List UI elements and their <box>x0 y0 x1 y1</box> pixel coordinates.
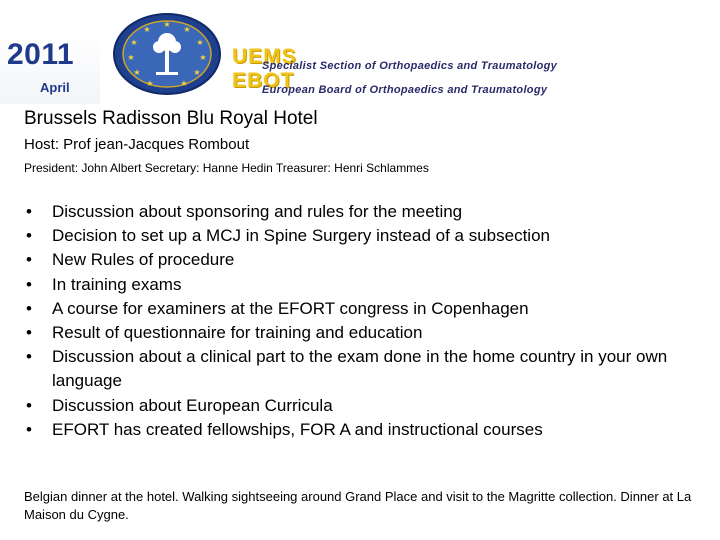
svg-text:★: ★ <box>180 79 188 88</box>
svg-text:★: ★ <box>143 25 151 34</box>
org-name-line-1: Specialist Section of Orthopaedics and Traumatology <box>262 60 558 72</box>
svg-text:★: ★ <box>199 53 207 62</box>
officers-line: President: John Albert Secretary: Hanne Hedin Treasurer: Henri Schlammes <box>24 161 429 175</box>
agenda-list <box>24 200 704 442</box>
svg-text:★: ★ <box>196 38 204 47</box>
svg-text:★: ★ <box>183 25 191 34</box>
uems-acronym: UEMS <box>232 45 297 68</box>
society-seal-logo <box>112 12 222 96</box>
svg-text:★: ★ <box>130 38 138 47</box>
ebot-acronym: EBOT <box>232 69 295 92</box>
agenda-item: • A course for examiners at the EFORT congress in Copenhagen <box>24 297 704 321</box>
svg-text:★: ★ <box>193 68 201 77</box>
svg-text:★: ★ <box>146 79 154 88</box>
agenda-item: • Decision to set up a MCJ in Spine Surgery instead of a subsection <box>24 224 704 248</box>
year-label: 2011 <box>7 38 75 71</box>
agenda-item: • Discussion about sponsoring and rules for the meeting <box>24 200 704 224</box>
svg-text:★: ★ <box>163 20 171 29</box>
agenda-item: • New Rules of procedure <box>24 248 704 272</box>
social-program-note: Belgian dinner at the hotel. Walking sightseeing around Grand Place and visit to the Magritte collection. Dinner at La Maison du Cygne. <box>24 489 692 522</box>
host-line: Host: Prof jean-Jacques Rombout <box>24 136 250 153</box>
agenda-item: • EFORT has created fellowships, FOR A and instructional courses <box>24 418 704 442</box>
agenda-item: • Result of questionnaire for training and education <box>24 321 704 345</box>
venue-title: Brussels Radisson Blu Royal Hotel <box>24 108 318 129</box>
svg-text:★: ★ <box>133 68 141 77</box>
agenda-item: • Discussion about European Curricula <box>24 394 704 418</box>
agenda-item: • Discussion about a clinical part to the exam done in the home country in your own language <box>24 345 704 393</box>
org-name-line-2: European Board of Orthopaedics and Traumatology <box>262 84 548 96</box>
agenda-item: • In training exams <box>24 273 704 297</box>
month-label: April <box>40 80 70 95</box>
svg-text:★: ★ <box>127 53 135 62</box>
